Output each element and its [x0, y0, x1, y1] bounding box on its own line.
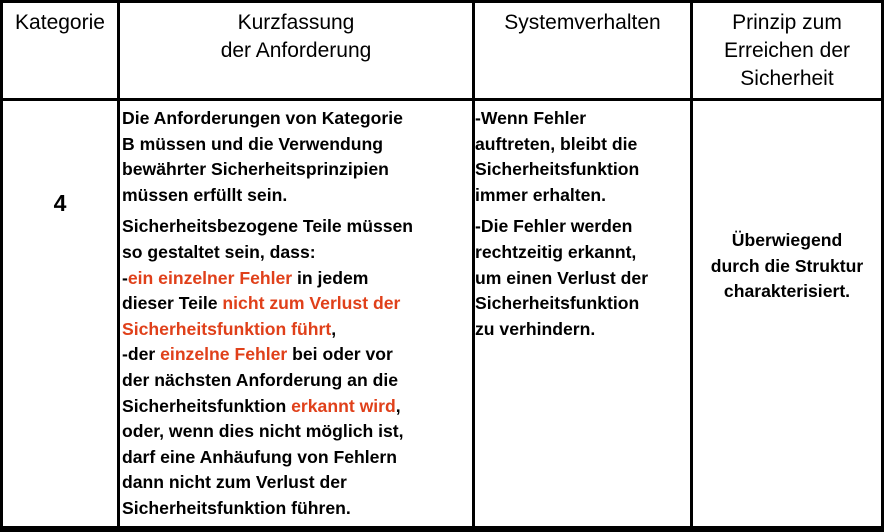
highlight-text: ein einzelner Fehler [127, 267, 293, 288]
anforderung-line: B müssen und die Verwendung [122, 133, 384, 154]
header-kurzfassung [120, 3, 472, 98]
header-kurzfassung-line-2: der Anforderung [220, 39, 372, 62]
text-segment: , [331, 318, 337, 339]
systemverhalten-line: zu verhindern. [475, 318, 596, 339]
anforderung-line [122, 291, 472, 317]
text-segment: - [122, 267, 128, 288]
header-prinzip-line-2: Erreichen der [723, 39, 851, 62]
cell-kategorie [3, 101, 117, 526]
header-kategorie [3, 3, 117, 98]
systemverhalten-line: immer erhalten. [475, 184, 607, 205]
anforderung-line: bewährter Sicherheitsprinzipien [122, 159, 389, 180]
text-segment: bei oder vor [287, 344, 393, 365]
kategorie-value: 4 [53, 190, 67, 216]
prinzip-line: durch die Struktur [710, 255, 864, 276]
highlight-text: einzelne Fehler [160, 344, 288, 365]
systemverhalten-line: Sicherheitsfunktion [475, 159, 640, 180]
cell-prinzip [693, 101, 881, 526]
header-systemverhalten [475, 3, 690, 98]
text-segment: Sicherheitsfunktion [122, 395, 292, 416]
systemverhalten-line: rechtzeitig erkannt, [475, 241, 637, 262]
anforderung-line [122, 317, 472, 343]
anforderung-line: darf eine Anhäufung von Fehlern [122, 446, 397, 467]
anforderung-line [122, 342, 472, 368]
anforderung-line: Sicherheitsbezogene Teile müssen [122, 216, 414, 237]
anforderung-line: müssen erfüllt sein. [122, 184, 288, 205]
prinzip-line: charakterisiert. [723, 281, 851, 302]
anforderung-text [122, 106, 472, 522]
header-systemverhalten-label: Systemverhalten [504, 11, 661, 34]
text-segment: in jedem [292, 267, 369, 288]
anforderung-line [122, 266, 472, 292]
text-segment: , [395, 395, 401, 416]
systemverhalten-line: -Die Fehler werden [475, 216, 633, 237]
anforderung-line [122, 394, 472, 420]
systemverhalten-line: auftreten, bleibt die [475, 133, 638, 154]
anforderung-line: der nächsten Anforderung an die [122, 369, 398, 390]
header-kurzfassung-line-1: Kurzfassung [237, 11, 355, 34]
systemverhalten-line: um einen Verlust der [475, 267, 649, 288]
highlight-text: Sicherheitsfunktion führt [122, 318, 332, 339]
anforderung-line: Sicherheitsfunktion führen. [122, 497, 351, 518]
prinzip-text [693, 228, 881, 305]
header-kategorie-label: Kategorie [15, 11, 105, 34]
highlight-text: nicht zum Verlust der [222, 293, 401, 314]
systemverhalten-text [475, 106, 690, 342]
anforderung-line: so gestaltet sein, dass: [122, 241, 316, 262]
systemverhalten-line: Sicherheitsfunktion [475, 293, 640, 314]
header-prinzip [693, 3, 881, 98]
text-segment: -der [122, 344, 161, 365]
anforderung-line: Die Anforderungen von Kategorie [122, 108, 403, 128]
cell-anforderung [120, 101, 472, 526]
anforderung-line: oder, wenn dies nicht möglich ist, [122, 421, 404, 442]
header-prinzip-line-3: Sicherheit [740, 67, 834, 90]
cell-systemverhalten [475, 101, 690, 526]
highlight-text: erkannt wird [291, 395, 396, 416]
anforderung-line: dann nicht zum Verlust der [122, 472, 347, 493]
systemverhalten-line: -Wenn Fehler [475, 108, 587, 128]
text-segment: dieser Teile [122, 293, 223, 314]
header-prinzip-line-1: Prinzip zum [732, 11, 842, 34]
prinzip-line: Überwiegend [731, 230, 843, 250]
